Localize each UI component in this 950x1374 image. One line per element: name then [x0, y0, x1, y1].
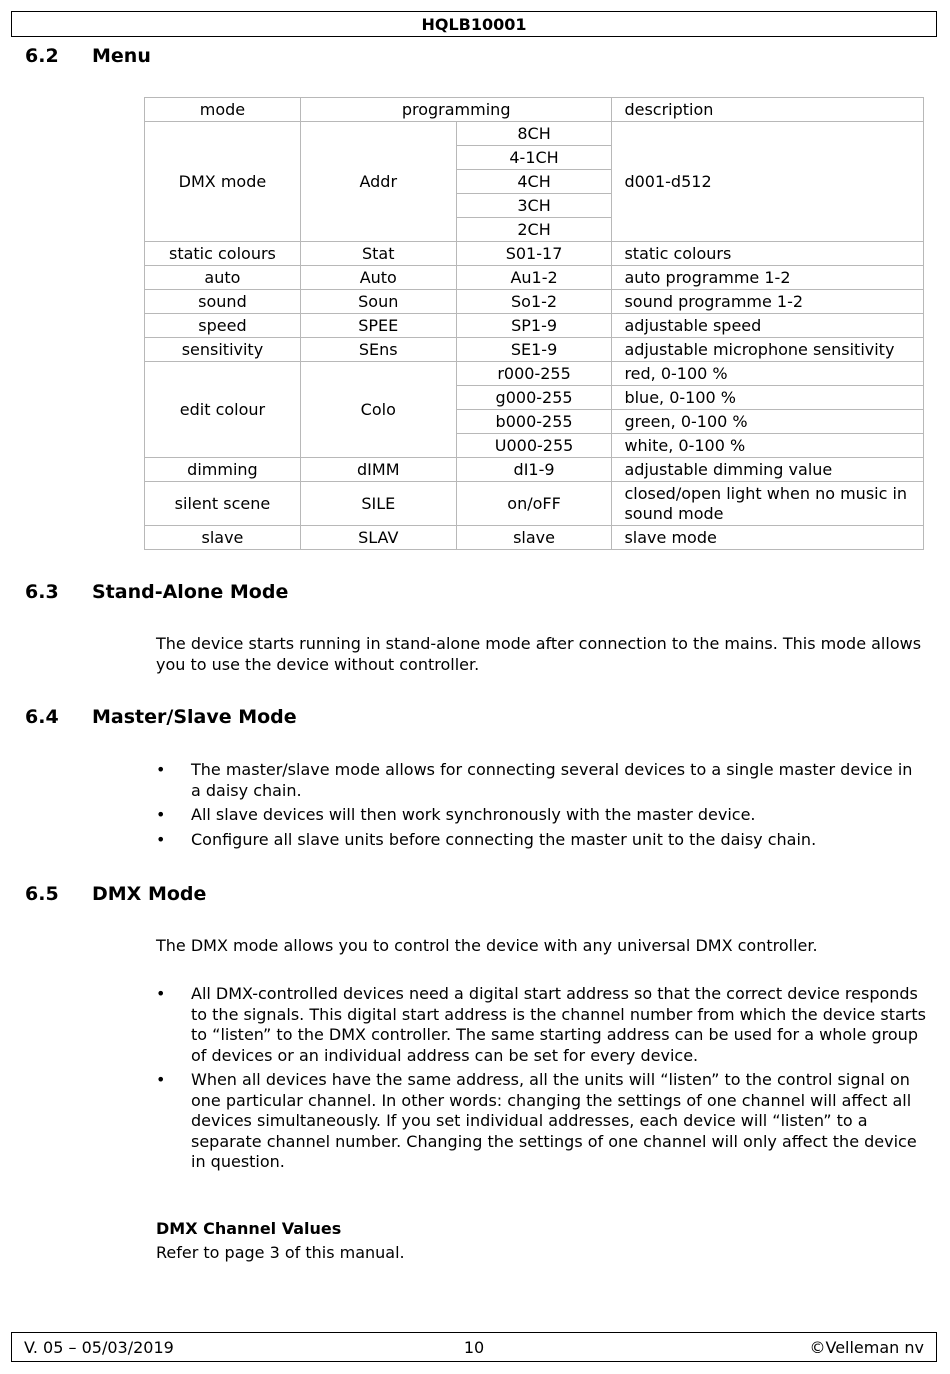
dmx-bullet-list	[156, 984, 926, 1177]
programming-cell: Soun	[300, 290, 456, 314]
table-row	[145, 266, 924, 290]
table-row	[145, 122, 924, 146]
section-heading-masterslave	[25, 706, 297, 728]
section-title: Master/Slave Mode	[92, 706, 297, 728]
table-row	[145, 458, 924, 482]
standalone-text: The device starts running in stand-alone mode after connection to the mains. This mode allows you to use the device without controller.	[156, 634, 922, 674]
table-row	[145, 314, 924, 338]
header-mode: mode	[145, 98, 301, 122]
value-cell: on/oFF	[456, 482, 612, 526]
programming-cell: SPEE	[300, 314, 456, 338]
value-cell: 3CH	[456, 194, 612, 218]
value-cell: SE1-9	[456, 338, 612, 362]
programming-cell: Addr	[300, 122, 456, 242]
value-cell: slave	[456, 526, 612, 550]
description-cell: auto programme 1-2	[612, 266, 924, 290]
page-footer	[11, 1332, 937, 1362]
value-cell: 4CH	[456, 170, 612, 194]
bullet-icon: •	[156, 805, 166, 824]
page-number: 10	[463, 1338, 485, 1357]
mode-cell: DMX mode	[145, 122, 301, 242]
mode-cell: sound	[145, 290, 301, 314]
section-number: 6.4	[25, 706, 59, 728]
value-cell: b000-255	[456, 410, 612, 434]
list-item	[156, 760, 926, 801]
section-title: Stand-Alone Mode	[92, 581, 289, 603]
section-title: DMX Mode	[92, 883, 207, 905]
description-cell: red, 0-100 %	[612, 362, 924, 386]
mode-cell: speed	[145, 314, 301, 338]
value-cell: U000-255	[456, 434, 612, 458]
table-row	[145, 526, 924, 550]
programming-cell: dIMM	[300, 458, 456, 482]
description-cell: blue, 0-100 %	[612, 386, 924, 410]
value-cell: dI1-9	[456, 458, 612, 482]
mode-cell: sensitivity	[145, 338, 301, 362]
description-cell: d001-d512	[612, 122, 924, 242]
list-item	[156, 830, 926, 851]
mode-cell: static colours	[145, 242, 301, 266]
description-cell: closed/open light when no music in sound mode	[612, 482, 924, 526]
list-item-text: All DMX-controlled devices need a digital start address so that the correct device responds to the signals. This digital start address is the channel number from which the device starts to “listen” to the DMX controller. The same starting address can be used for a whole group of devices or an individual address can be set for every device.	[191, 984, 926, 1065]
table-row	[145, 482, 924, 526]
section-heading-menu	[25, 45, 151, 67]
section-number: 6.5	[25, 883, 59, 905]
description-cell: sound programme 1-2	[612, 290, 924, 314]
description-cell: static colours	[612, 242, 924, 266]
programming-cell: Colo	[300, 362, 456, 458]
value-cell: r000-255	[456, 362, 612, 386]
list-item-text: All slave devices will then work synchronously with the master device.	[191, 805, 756, 824]
header-programming: programming	[300, 98, 612, 122]
description-cell: white, 0-100 %	[612, 434, 924, 458]
dmx-channel-values-heading: DMX Channel Values	[156, 1219, 342, 1238]
table-row	[145, 290, 924, 314]
bullet-icon: •	[156, 829, 166, 849]
programming-cell: Stat	[300, 242, 456, 266]
value-cell: g000-255	[456, 386, 612, 410]
version-date: V. 05 – 05/03/2019	[24, 1338, 174, 1357]
mode-cell: silent scene	[145, 482, 301, 526]
list-item-text: When all devices have the same address, all the units will “listen” to the control signal on one particular channel. In other words: changing the settings of one channel will affect all devices simultaneously. If you set individual addresses, each device will “listen” to a separate channel number. Changing the settings of one channel will only affect the device in question.	[191, 1070, 917, 1171]
table-row	[145, 242, 924, 266]
value-cell: Au1-2	[456, 266, 612, 290]
header-description: description	[612, 98, 924, 122]
mode-cell: edit colour	[145, 362, 301, 458]
mode-cell: dimming	[145, 458, 301, 482]
mode-cell: slave	[145, 526, 301, 550]
list-item	[156, 805, 926, 826]
value-cell: 8CH	[456, 122, 612, 146]
value-cell: SP1-9	[456, 314, 612, 338]
section-heading-standalone	[25, 581, 288, 603]
programming-cell: Auto	[300, 266, 456, 290]
description-cell: adjustable speed	[612, 314, 924, 338]
table-header-row	[145, 98, 924, 122]
bullet-icon: •	[156, 1070, 166, 1089]
section-heading-dmx	[25, 883, 206, 905]
programming-cell: SLAV	[300, 526, 456, 550]
bullet-icon: •	[156, 760, 166, 779]
list-item	[156, 984, 926, 1066]
bullet-icon: •	[156, 984, 166, 1003]
value-cell: So1-2	[456, 290, 612, 314]
list-item-text: The master/slave mode allows for connecting several devices to a single master device in a daisy chain.	[191, 760, 913, 800]
list-item	[156, 1070, 926, 1173]
menu-table	[144, 97, 924, 550]
programming-cell: SEns	[300, 338, 456, 362]
dmx-intro-text: The DMX mode allows you to control the device with any universal DMX controller.	[156, 936, 818, 955]
table-row	[145, 362, 924, 386]
mode-cell: auto	[145, 266, 301, 290]
dmx-channel-values-text: Refer to page 3 of this manual.	[156, 1243, 405, 1262]
description-cell: adjustable dimming value	[612, 458, 924, 482]
list-item-text: Configure all slave units before connecting the master unit to the daisy chain.	[191, 829, 817, 849]
programming-cell: SILE	[300, 482, 456, 526]
document-code: HQLB10001	[421, 15, 527, 34]
value-cell: 4-1CH	[456, 146, 612, 170]
page-header	[11, 11, 937, 37]
description-cell: slave mode	[612, 526, 924, 550]
section-number: 6.3	[25, 581, 59, 603]
masterslave-bullet-list	[156, 760, 926, 854]
section-title: Menu	[92, 45, 151, 67]
section-number: 6.2	[25, 45, 59, 67]
value-cell: S01-17	[456, 242, 612, 266]
description-cell: green, 0-100 %	[612, 410, 924, 434]
value-cell: 2CH	[456, 218, 612, 242]
description-cell: adjustable microphone sensitivity	[612, 338, 924, 362]
copyright: ©Velleman nv	[809, 1338, 924, 1357]
table-row	[145, 338, 924, 362]
